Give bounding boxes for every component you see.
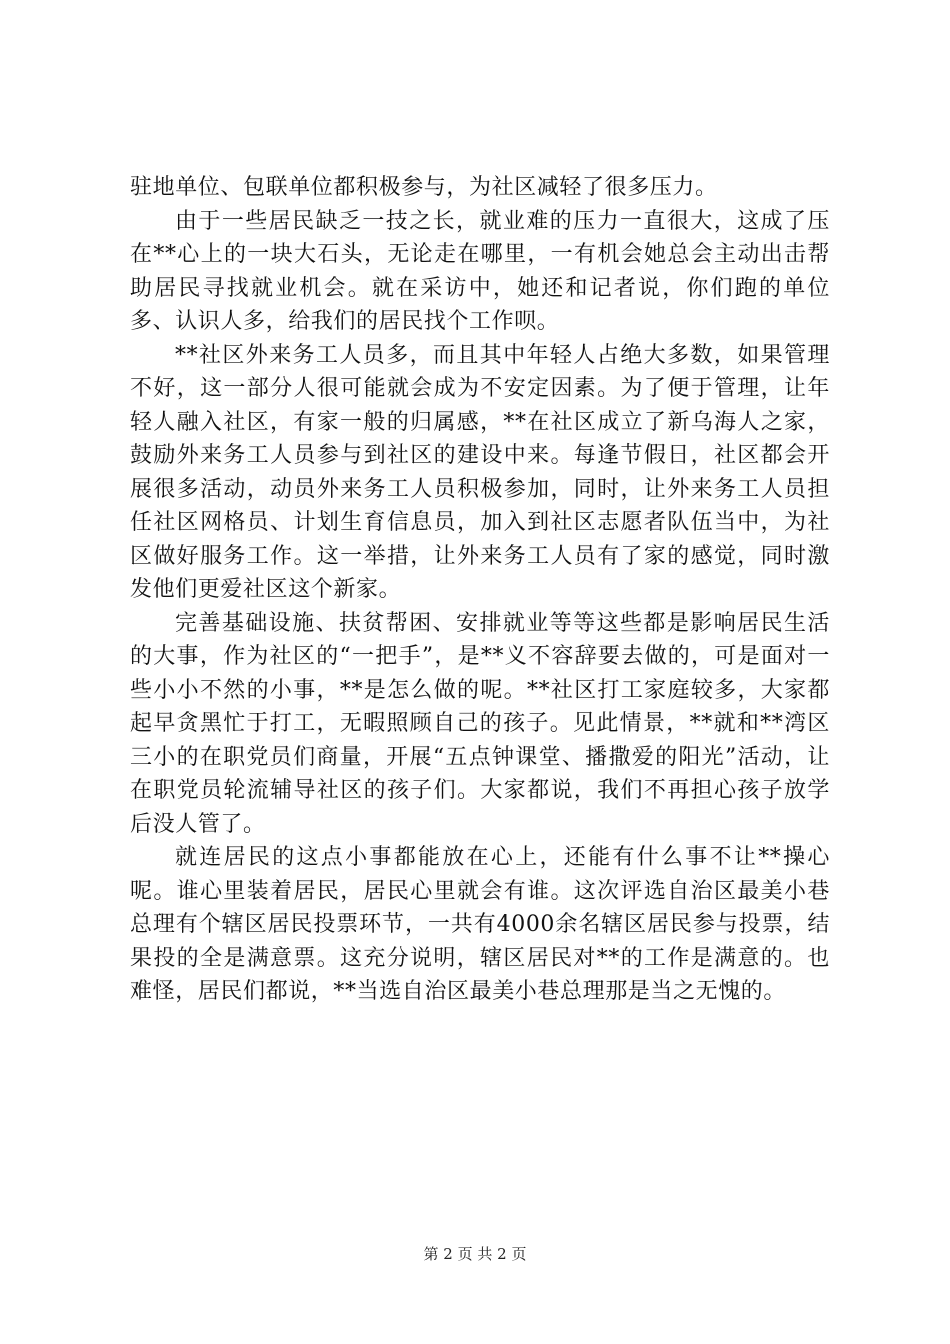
paragraph-1: 驻地单位、包联单位都积极参与，为社区减轻了很多压力。 (130, 175, 718, 200)
document-body (130, 171, 830, 1009)
paragraph-2: 由于一些居民缺乏一技之长，就业难的压力一直很大，这成了压在**心上的一块大石头，无论走在哪里，一有机会她总会主动出击帮助居民寻找就业机会。就在采访中，她还和记者说，你们跑的单位多、认识人多，给我们的居民找个工作呗。 (130, 208, 830, 334)
paragraph-4: 完善基础设施、扶贫帮困、安排就业等等这些都是影响居民生活的大事，作为社区的“一把手”，是**义不容辞要去做的，可是面对一些小小不然的小事，**是怎么做的呢。**社区打工家庭较多，大家都起早贪黑忙于打工，无暇照顾自己的孩子。见此情景，**就和**湾区三小的在职党员们商量，开展“五点钟课堂、播撒爱的阳光”活动，让在职党员轮流辅导社区的孩子们。大家都说，我们不再担心孩子放学后没人管了。 (130, 610, 830, 837)
page-number-label: 第 2 页 共 2 页 (423, 1245, 527, 1263)
page-footer (0, 1243, 950, 1264)
paragraph-5: 就连居民的这点小事都能放在心上，还能有什么事不让**操心呢。谁心里装着居民，居民心里就会有谁。这次评选自治区最美小巷总理有个辖区居民投票环节，一共有4000余名辖区居民参与投票，结果投的全是满意票。这充分说明，辖区居民对**的工作是满意的。也难怪，居民们都说，**当选自治区最美小巷总理那是当之无愧的。 (130, 845, 830, 1004)
paragraph-3: **社区外来务工人员多，而且其中年轻人占绝大多数，如果管理不好，这一部分人很可能就会成为不安定因素。为了便于管理，让年轻人融入社区，有家一般的归属感，**在社区成立了新乌海人之家，鼓励外来务工人员参与到社区的建设中来。每逢节假日，社区都会开展很多活动，动员外来务工人员积极参加，同时，让外来务工人员担任社区网格员、计划生育信息员，加入到社区志愿者队伍当中，为社区做好服务工作。这一举措，让外来务工人员有了家的感觉，同时激发他们更爱社区这个新家。 (130, 342, 830, 602)
